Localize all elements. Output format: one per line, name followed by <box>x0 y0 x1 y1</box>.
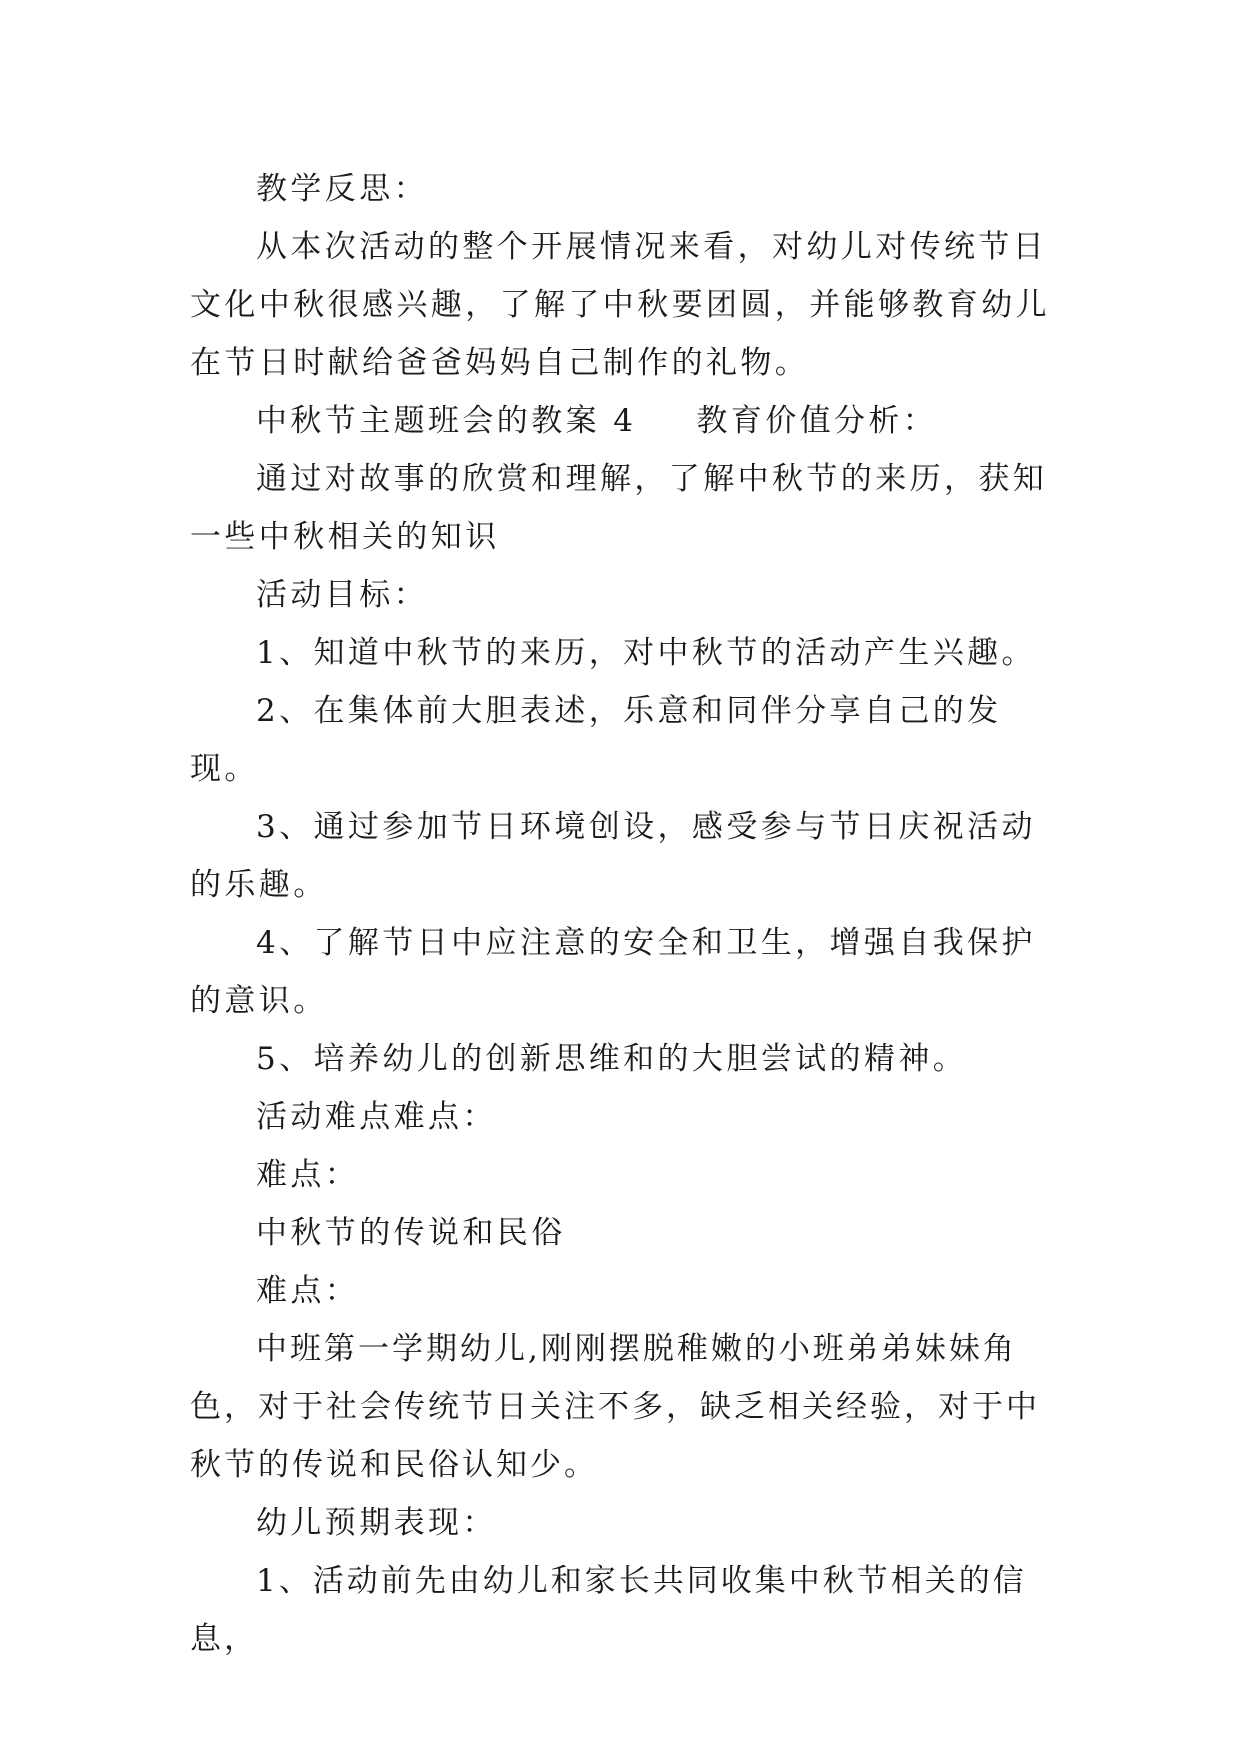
goal-item-1: 1、知道中秋节的来历，对中秋节的活动产生兴趣。 <box>256 635 1036 671</box>
section-heading-difficulties: 活动难点难点： <box>256 1099 497 1135</box>
difficulty-text-2: 中班第一学期幼儿,刚刚摆脱稚嫩的小班弟弟妹妹角色，对于社会传统节日关注不多，缺乏相关经验，对于中秋节的传说和民俗认知少。 <box>190 1331 1040 1483</box>
document-body <box>190 160 1052 1668</box>
education-value-heading: 教育价值分析： <box>696 403 938 439</box>
section-heading-reflection: 教学反思： <box>256 171 428 207</box>
goal-item-2: 2、在集体前大胆表述，乐意和同伴分享自己的发现。 <box>190 693 1002 787</box>
difficulty-text-1: 中秋节的传说和民俗 <box>256 1215 566 1251</box>
difficulty-label-1: 难点： <box>256 1157 360 1193</box>
goal-item-4: 4、了解节日中应注意的安全和卫生，增强自我保护的意识。 <box>190 925 1036 1019</box>
section-heading-goals: 活动目标： <box>256 577 428 613</box>
goal-item-5: 5、培养幼儿的创新思维和的大胆尝试的精神。 <box>256 1041 968 1077</box>
difficulty-label-2: 难点： <box>256 1273 360 1309</box>
section-heading-expected: 幼儿预期表现： <box>256 1505 497 1541</box>
lesson-plan-heading <box>190 392 1052 450</box>
reflection-paragraph: 从本次活动的整个开展情况来看，对幼儿对传统节日文化中秋很感兴趣，了解了中秋要团圆，并能够教育幼儿在节日时献给爸爸妈妈自己制作的礼物。 <box>190 229 1050 381</box>
education-value-paragraph: 通过对故事的欣赏和理解，了解中秋节的来历，获知一些中秋相关的知识 <box>190 461 1048 555</box>
lesson-plan-title: 中秋节主题班会的教案 4 <box>256 403 637 439</box>
expected-item-1: 1、活动前先由幼儿和家长共同收集中秋节相关的信息， <box>190 1563 1027 1657</box>
goal-item-3: 3、通过参加节日环境创设，感受参与节日庆祝活动的乐趣。 <box>190 809 1036 903</box>
